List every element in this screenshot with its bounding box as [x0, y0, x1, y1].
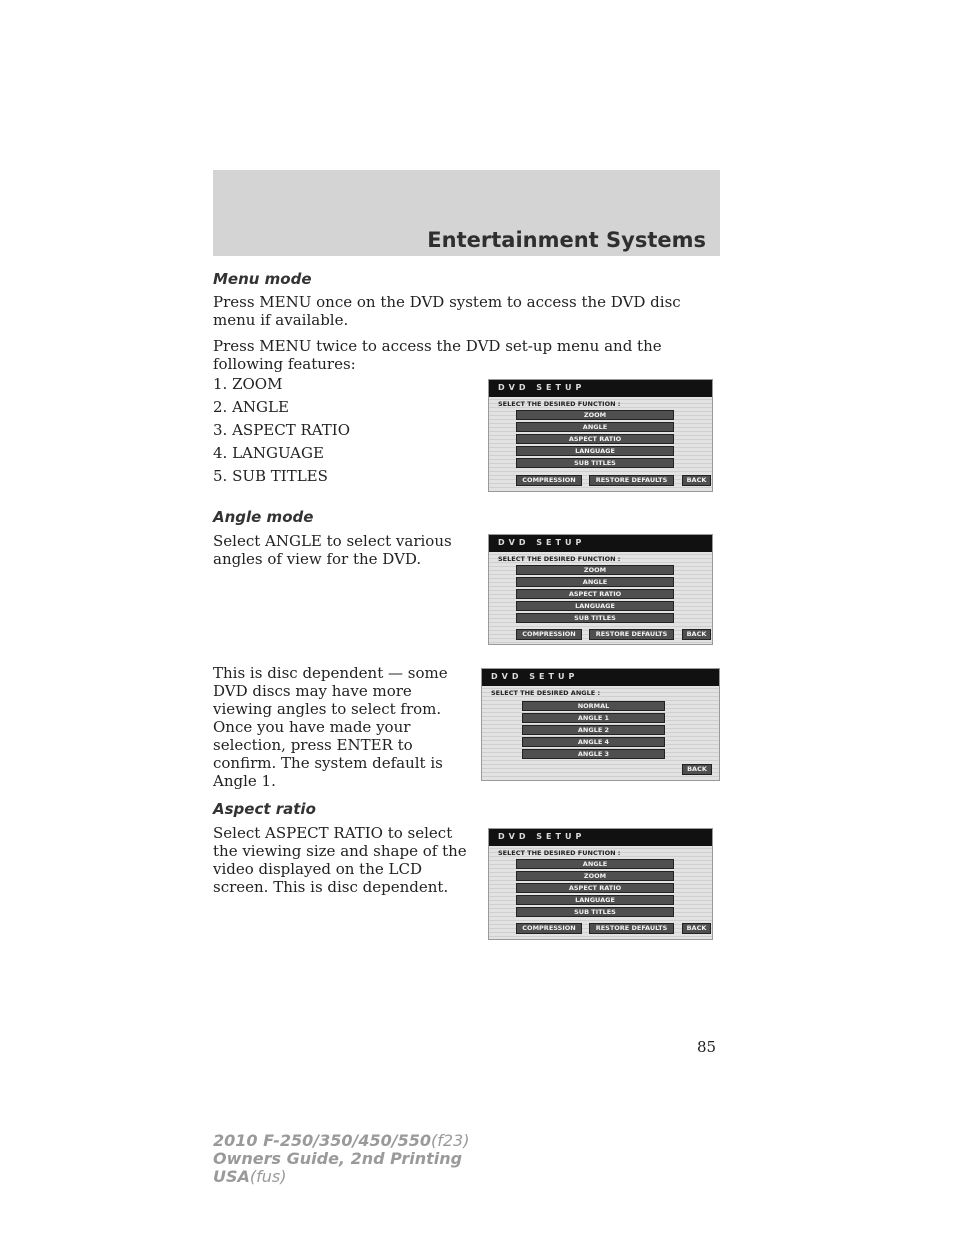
- option-angle-3[interactable]: ANGLE 3: [522, 749, 665, 759]
- option-angle[interactable]: ANGLE: [516, 859, 674, 869]
- screen-title: DVD SETUP: [498, 832, 586, 841]
- footer-line-3: [213, 1168, 469, 1186]
- option-zoom[interactable]: ZOOM: [516, 871, 674, 881]
- list-item: 3. ASPECT RATIO: [213, 421, 351, 439]
- compression-button[interactable]: COMPRESSION: [516, 923, 582, 934]
- restore-defaults-button[interactable]: RESTORE DEFAULTS: [589, 475, 674, 486]
- list-item: 5. SUB TITLES: [213, 467, 328, 485]
- back-button[interactable]: BACK: [682, 629, 711, 640]
- option-aspect-ratio[interactable]: ASPECT RATIO: [516, 589, 674, 599]
- option-language[interactable]: LANGUAGE: [516, 601, 674, 611]
- option-normal[interactable]: NORMAL: [522, 701, 665, 711]
- angle-mode-para-2: This is disc dependent — some DVD discs may have more viewing angles to select from. Once you have made your selection, press ENTER to confirm. The system default is Angle 1.: [213, 664, 448, 790]
- option-angle-1[interactable]: ANGLE 1: [522, 713, 665, 723]
- menu-mode-para-1: Press MENU once on the DVD system to access the DVD disc menu if available.: [213, 293, 681, 329]
- option-angle[interactable]: ANGLE: [516, 577, 674, 587]
- back-button[interactable]: BACK: [682, 923, 711, 934]
- aspect-ratio-para-1: Select ASPECT RATIO to select the viewing size and shape of the video displayed on the LCD screen. This is disc dependent.: [213, 824, 467, 896]
- screen-subtitle: SELECT THE DESIRED FUNCTION :: [498, 849, 621, 857]
- footer-region: USA: [213, 1167, 250, 1186]
- list-item: 4. LANGUAGE: [213, 444, 324, 462]
- footer-region-code: (fus): [249, 1167, 287, 1186]
- option-aspect-ratio[interactable]: ASPECT RATIO: [516, 434, 674, 444]
- compression-button[interactable]: COMPRESSION: [516, 475, 582, 486]
- option-angle-4[interactable]: ANGLE 4: [522, 737, 665, 747]
- section-title: Entertainment Systems: [427, 228, 706, 252]
- list-item: 2. ANGLE: [213, 398, 289, 416]
- option-language[interactable]: LANGUAGE: [516, 446, 674, 456]
- dvd-setup-screen-1: [488, 379, 713, 492]
- option-language[interactable]: LANGUAGE: [516, 895, 674, 905]
- option-angle[interactable]: ANGLE: [516, 422, 674, 432]
- dvd-setup-screen-2: [488, 534, 713, 645]
- screen-title: DVD SETUP: [498, 538, 586, 547]
- option-sub-titles[interactable]: SUB TITLES: [516, 458, 674, 468]
- back-button[interactable]: BACK: [682, 764, 712, 775]
- screen-title: DVD SETUP: [491, 672, 579, 681]
- angle-mode-heading: Angle mode: [213, 508, 314, 526]
- compression-button[interactable]: COMPRESSION: [516, 629, 582, 640]
- dvd-setup-screen-4: [488, 828, 713, 940]
- restore-defaults-button[interactable]: RESTORE DEFAULTS: [589, 923, 674, 934]
- menu-mode-para-2: Press MENU twice to access the DVD set-up menu and the following features:: [213, 337, 662, 373]
- list-item: 1. ZOOM: [213, 375, 283, 393]
- back-button[interactable]: BACK: [682, 475, 711, 486]
- aspect-ratio-heading: Aspect ratio: [213, 800, 316, 818]
- option-sub-titles[interactable]: SUB TITLES: [516, 907, 674, 917]
- option-zoom[interactable]: ZOOM: [516, 565, 674, 575]
- screen-subtitle: SELECT THE DESIRED FUNCTION :: [498, 400, 621, 408]
- feature-list: [213, 375, 350, 490]
- section-header: [213, 170, 720, 256]
- footer-model-code: (f23): [431, 1131, 470, 1150]
- page-number: 85: [697, 1038, 717, 1056]
- angle-mode-para-1: Select ANGLE to select various angles of view for the DVD.: [213, 532, 452, 568]
- screen-subtitle: SELECT THE DESIRED ANGLE :: [491, 689, 601, 697]
- option-sub-titles[interactable]: SUB TITLES: [516, 613, 674, 623]
- document-footer: [213, 1132, 469, 1186]
- footer-model: 2010 F-250/350/450/550: [213, 1131, 431, 1150]
- dvd-setup-screen-angle: [481, 668, 720, 781]
- option-angle-2[interactable]: ANGLE 2: [522, 725, 665, 735]
- footer-line-1: [213, 1132, 469, 1150]
- option-zoom[interactable]: ZOOM: [516, 410, 674, 420]
- option-aspect-ratio[interactable]: ASPECT RATIO: [516, 883, 674, 893]
- screen-subtitle: SELECT THE DESIRED FUNCTION :: [498, 555, 621, 563]
- screen-title: DVD SETUP: [498, 383, 586, 392]
- restore-defaults-button[interactable]: RESTORE DEFAULTS: [589, 629, 674, 640]
- menu-mode-heading: Menu mode: [213, 270, 312, 288]
- footer-line-2: Owners Guide, 2nd Printing: [213, 1149, 463, 1168]
